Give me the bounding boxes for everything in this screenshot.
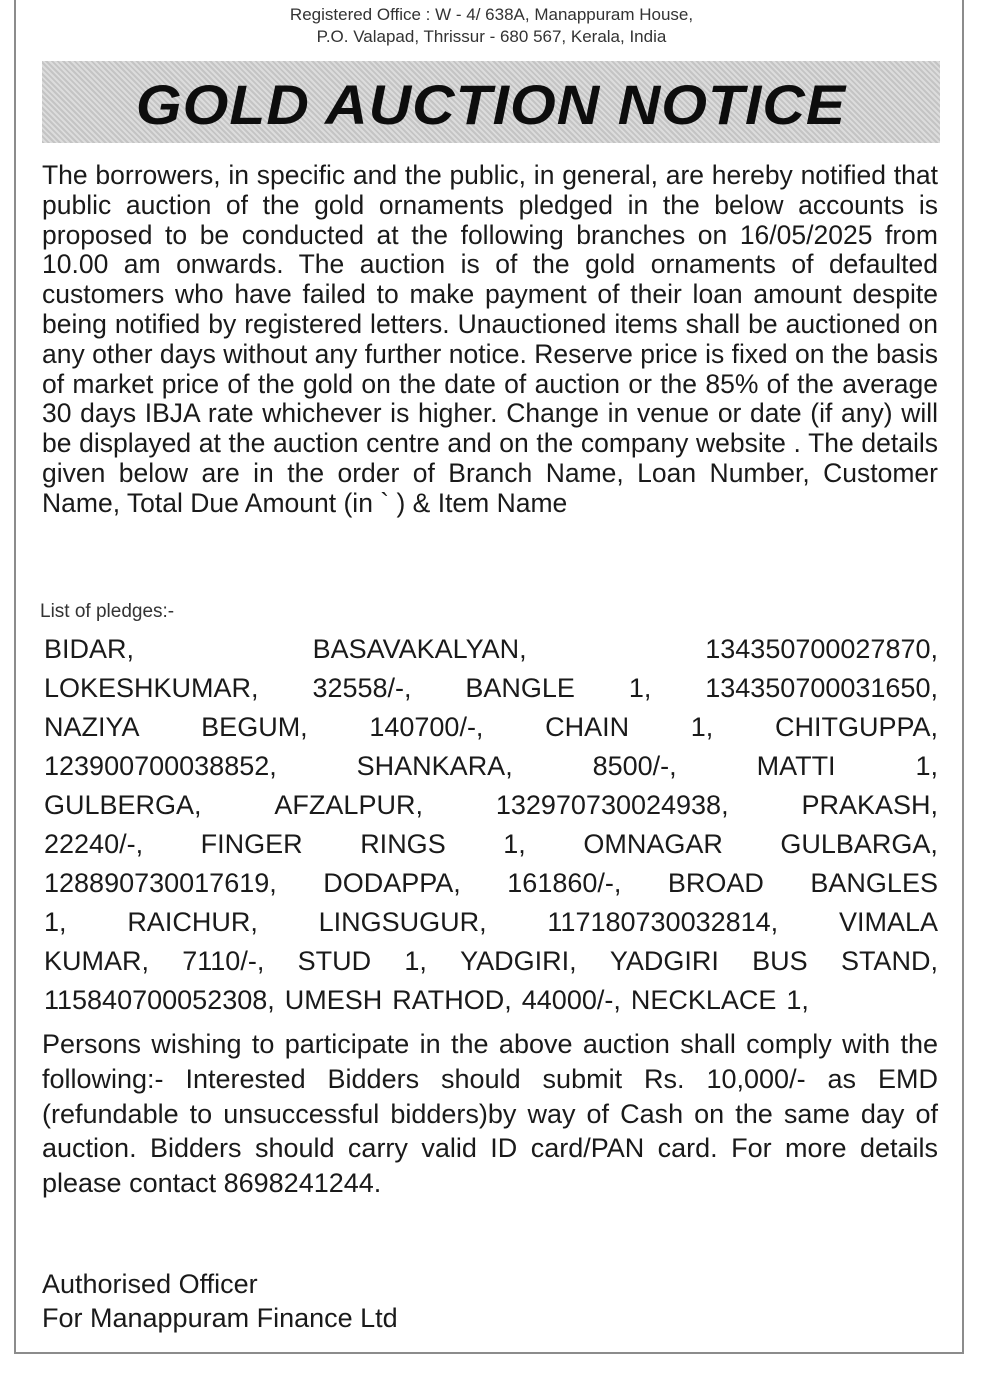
pledge-word: STUD [297,946,372,976]
pledge-line [44,942,938,981]
pledge-word: BIDAR, [44,634,135,664]
pledge-word: BANGLE [465,673,575,703]
pledge-word: 161860/-, [507,868,622,898]
pledge-word: 32558/-, [312,673,412,703]
pledge-word: RINGS [360,829,446,859]
pledge-word: 1, [44,907,67,937]
pledge-word: FINGER [200,829,303,859]
pledge-word: 117180730032814, [547,907,779,937]
pledge-word: 1, [786,985,809,1015]
pledge-word: BEGUM, [201,712,308,742]
signature-company: For Manappuram Finance Ltd [42,1303,398,1333]
pledge-line [44,825,938,864]
intro-paragraph: The borrowers, in specific and the public, in general, are hereby notified that public auction of the gold ornaments pledged in the below accounts is proposed to be conducted at the following branches on 16/05/2025 from 10.00 am onwards. The auction is of the gold ornaments of defaulted customers who have failed to make payment of their loan amount despite being notified by registered letters. Unauctioned items shall be auctioned on any other days without any further notice. Reserve price is fixed on the basis of market price of the gold on the date of auction or the 85% of the average 30 days IBJA rate whichever is higher. Change in venue or date (if any) will be displayed at the auction centre and on the company website . The details given below are in the order of Branch Name, Loan Number, Customer Name, Total Due Amount (in ` ) & Item Name [42,160,938,518]
pledge-word: RAICHUR, [127,907,258,937]
pledge-word: 140700/-, [369,712,484,742]
pledge-word: CHAIN [545,712,630,742]
pledge-word: 132970730024938, [495,790,729,820]
pledge-word: 134350700027870, [705,634,938,664]
pledge-line [44,864,938,903]
pledge-word: LINGSUGUR, [318,907,487,937]
registered-office [0,4,983,48]
pledge-word: 123900700038852, [44,751,277,781]
pledge-word: LOKESHKUMAR, [44,673,259,703]
pledge-word: BUS [752,946,808,976]
pledge-line [44,630,938,669]
pledge-word: BASAVAKALYAN, [312,634,527,664]
pledge-word: 8500/-, [592,751,677,781]
pledge-word: MATTI [756,751,836,781]
pledge-list [44,630,938,1020]
pledge-word: DODAPPA, [323,868,461,898]
pledge-word: 44000/-, [521,985,621,1015]
pledge-word: YADGIRI, [460,946,577,976]
title-banner [42,61,940,143]
pledge-word: 128890730017619, [44,868,277,898]
pledge-word: 1, [690,712,714,742]
registered-office-line1: Registered Office : W - 4/ 638A, Manappuram House, [289,5,694,24]
pledge-word: VIMALA [838,907,938,937]
registered-office-line2: P.O. Valapad, Thrissur - 680 567, Kerala, India [316,27,667,46]
pledge-word: PRAKASH, [801,790,938,820]
pledge-word: RATHOD, [392,985,512,1015]
pledge-line [44,708,938,747]
pledge-word: 1, [628,673,652,703]
pledge-word: KUMAR, [44,946,150,976]
pledge-line [44,669,938,708]
pledge-word: SHANKARA, [356,751,513,781]
pledge-word: 1, [404,946,427,976]
pledge-word: NECKLACE [630,985,777,1015]
pledge-word: OMNAGAR [583,829,723,859]
pledge-word: 7110/-, [182,946,265,976]
signature-designation: Authorised Officer [42,1269,258,1299]
pledge-word: STAND, [840,946,938,976]
pledge-word: UMESH [284,985,383,1015]
terms-paragraph: Persons wishing to participate in the above auction shall comply with the following:- Interested Bidders should submit Rs. 10,000/- as EMD (refundable to unsuccessful bidders)by way of Cash on the same day of auction. Bidders should carry valid ID card/PAN card. For more details please contact 8698241244. [42,1029,938,1199]
pledge-list-label: List of pledges:- [40,601,175,622]
pledge-word: 134350700031650, [705,673,938,703]
pledge-line [44,981,938,1020]
signature-block [42,1267,398,1335]
pledge-word: 115840700052308, [44,985,275,1015]
pledge-word: 22240/-, [44,829,144,859]
pledge-line [44,903,938,942]
pledge-word: CHITGUPPA, [774,712,938,742]
pledge-word: 1, [915,751,938,781]
pledge-word: BROAD [667,868,764,898]
pledge-word: NAZIYA [44,712,140,742]
pledge-word: GULBARGA, [780,829,938,859]
pledge-word: AFZALPUR, [274,790,423,820]
pledge-line [44,786,938,825]
pledge-word: GULBERGA, [44,790,202,820]
pledge-word: 1, [503,829,526,859]
pledge-line [44,747,938,786]
pledge-word: BANGLES [810,868,938,898]
pledge-word: YADGIRI [609,946,719,976]
notice-title: GOLD AUCTION NOTICE [135,73,847,136]
